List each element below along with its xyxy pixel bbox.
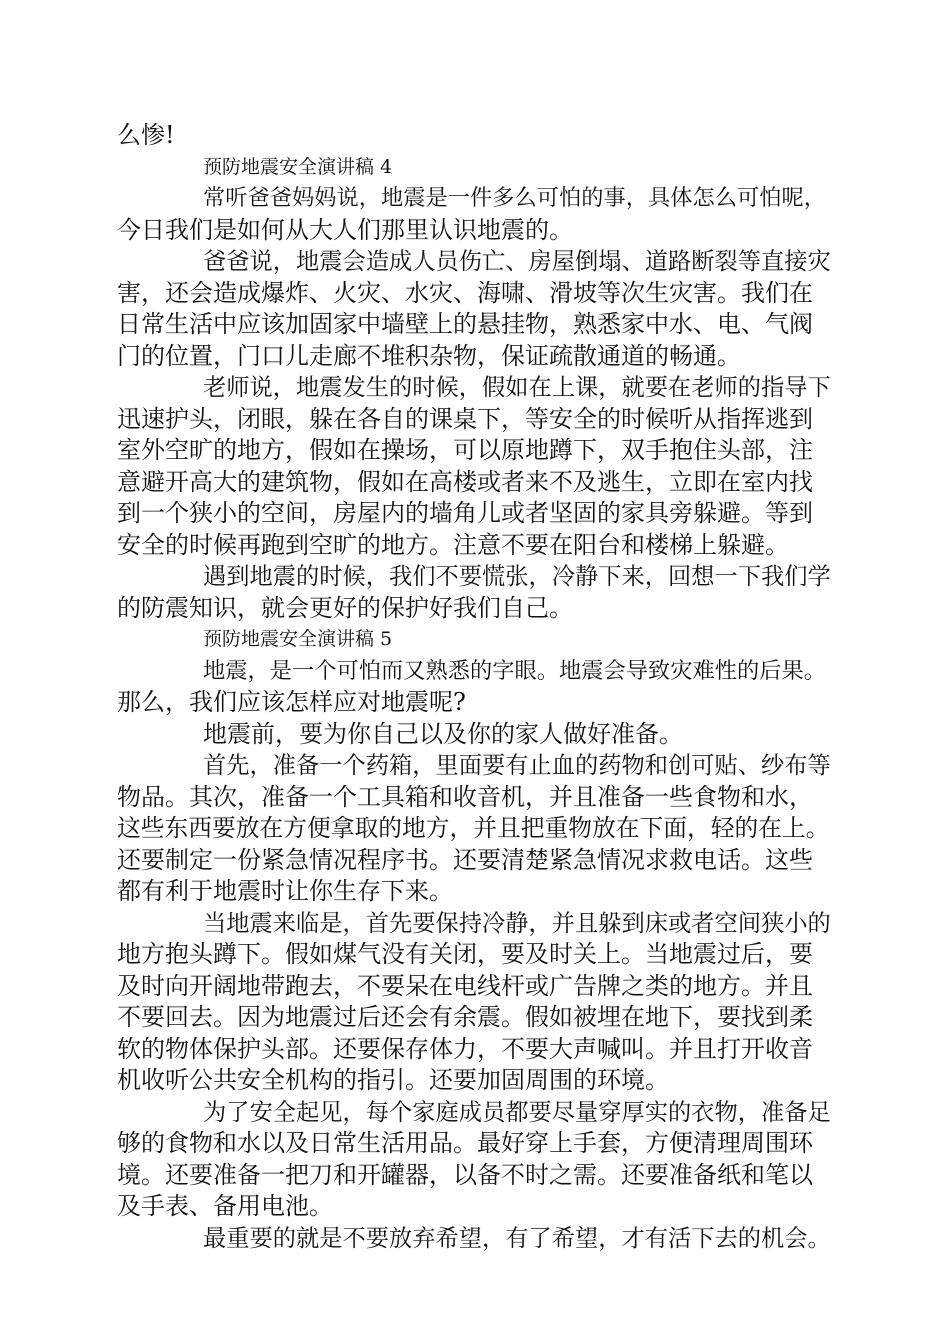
text-line: 遇到地震的时候，我们不要慌张，冷静下来，回想一下我们学 (203, 563, 831, 590)
text-line: 及手表、备用电池。 (117, 1192, 333, 1220)
text-line: 今日我们是如何从大人们那里认识地震的。 (117, 215, 573, 244)
text-line: 最重要的就是不要放弃希望，有了希望，才有活下去的机会。 (203, 1224, 831, 1252)
text-line: 老师说，地震发生的时候，假如在上课，就要在老师的指导下 (203, 374, 831, 401)
text-line: 门的位置，门口儿走廊不堆积杂物，保证疏散通道的畅通。 (117, 341, 741, 370)
text-line: 首先，准备一个药箱，里面要有止血的药物和创可贴、纱布等 (203, 752, 831, 779)
text-line: 机收听公共安全机构的指引。还要加固周围的环境。 (117, 1066, 669, 1094)
text-line: 室外空旷的地方，假如在操场，可以原地蹲下，双手抱住头部，注 (117, 436, 813, 464)
text-line: 那么，我们应该怎样应对地震呢? (117, 688, 466, 716)
text-line: 不要回去。因为地震过后还会有余震。假如被埋在地下，要找到柔 (117, 1003, 813, 1031)
text-line: 到一个狭小的空间，房屋内的墙角儿或者坚固的家具旁躲避。等到 (117, 499, 813, 527)
section-heading: 预防地震安全演讲稿 4 (203, 155, 393, 178)
text-line: 迅速护头，闭眼，躲在各自的课桌下，等安全的时候听从指挥逃到 (117, 404, 813, 433)
text-line: 意避开高大的建筑物，假如在高楼或者来不及逃生，立即在室内找 (117, 467, 813, 496)
text-line: 物品。其次，准备一个工具箱和收音机，并且准备一些食物和水， (117, 782, 813, 811)
text-line: 为了安全起见，每个家庭成员都要尽量穿厚实的衣物，准备足 (203, 1098, 831, 1126)
document-body (117, 120, 833, 1254)
text-line: 的防震知识，就会更好的保护好我们自己。 (117, 593, 573, 622)
text-line: 地震前，要为你自己以及你的家人做好准备。 (203, 719, 683, 748)
text-line: 这些东西要放在方便拿取的地方，并且把重物放在下面，轻的在上。 (117, 814, 830, 842)
text-line: 害，还会造成爆炸、火灾、水灾、海啸、滑坡等次生灾害。我们在 (117, 278, 813, 307)
text-line: 软的物体保护头部。还要保存体力，不要大声喊叫。并且打开收音 (117, 1034, 813, 1063)
text-line: 地方抱头蹲下。假如煤气没有关闭，要及时关上。当地震过后，要 (117, 940, 813, 968)
text-line: 么惨! (117, 121, 175, 149)
text-line: 都有利于地震时让你生存下来。 (117, 877, 453, 905)
text-line: 地震，是一个可怕而又熟悉的字眼。地震会导致灾难性的后果。 (203, 657, 826, 684)
text-line: 够的食物和水以及日常生活用品。最好穿上手套，方便清理周围环 (117, 1129, 813, 1157)
text-line: 爸爸说，地震会造成人员伤亡、房屋倒塌、道路断裂等直接灾 (203, 248, 831, 275)
text-line: 日常生活中应该加固家中墙壁上的悬挂物，熟悉家中水、电、气阀 (117, 310, 813, 338)
text-line: 当地震来临是，首先要保持冷静，并且躲到床或者空间狭小的 (203, 909, 831, 937)
text-line: 境。还要准备一把刀和开罐器，以备不时之需。还要准备纸和笔以 (117, 1160, 813, 1189)
text-line: 还要制定一份紧急情况程序书。还要清楚紧急情况求救电话。这些 (117, 845, 813, 874)
text-line: 及时向开阔地带跑去，不要呆在电线杆或广告牌之类的地方。并且 (117, 971, 813, 1000)
section-heading: 预防地震安全演讲稿 5 (203, 628, 393, 650)
text-line: 安全的时候再跑到空旷的地方。注意不要在阳台和楼梯上躲避。 (117, 530, 789, 559)
text-line: 常听爸爸妈妈说，地震是一件多么可怕的事，具体怎么可怕呢， (203, 185, 826, 211)
